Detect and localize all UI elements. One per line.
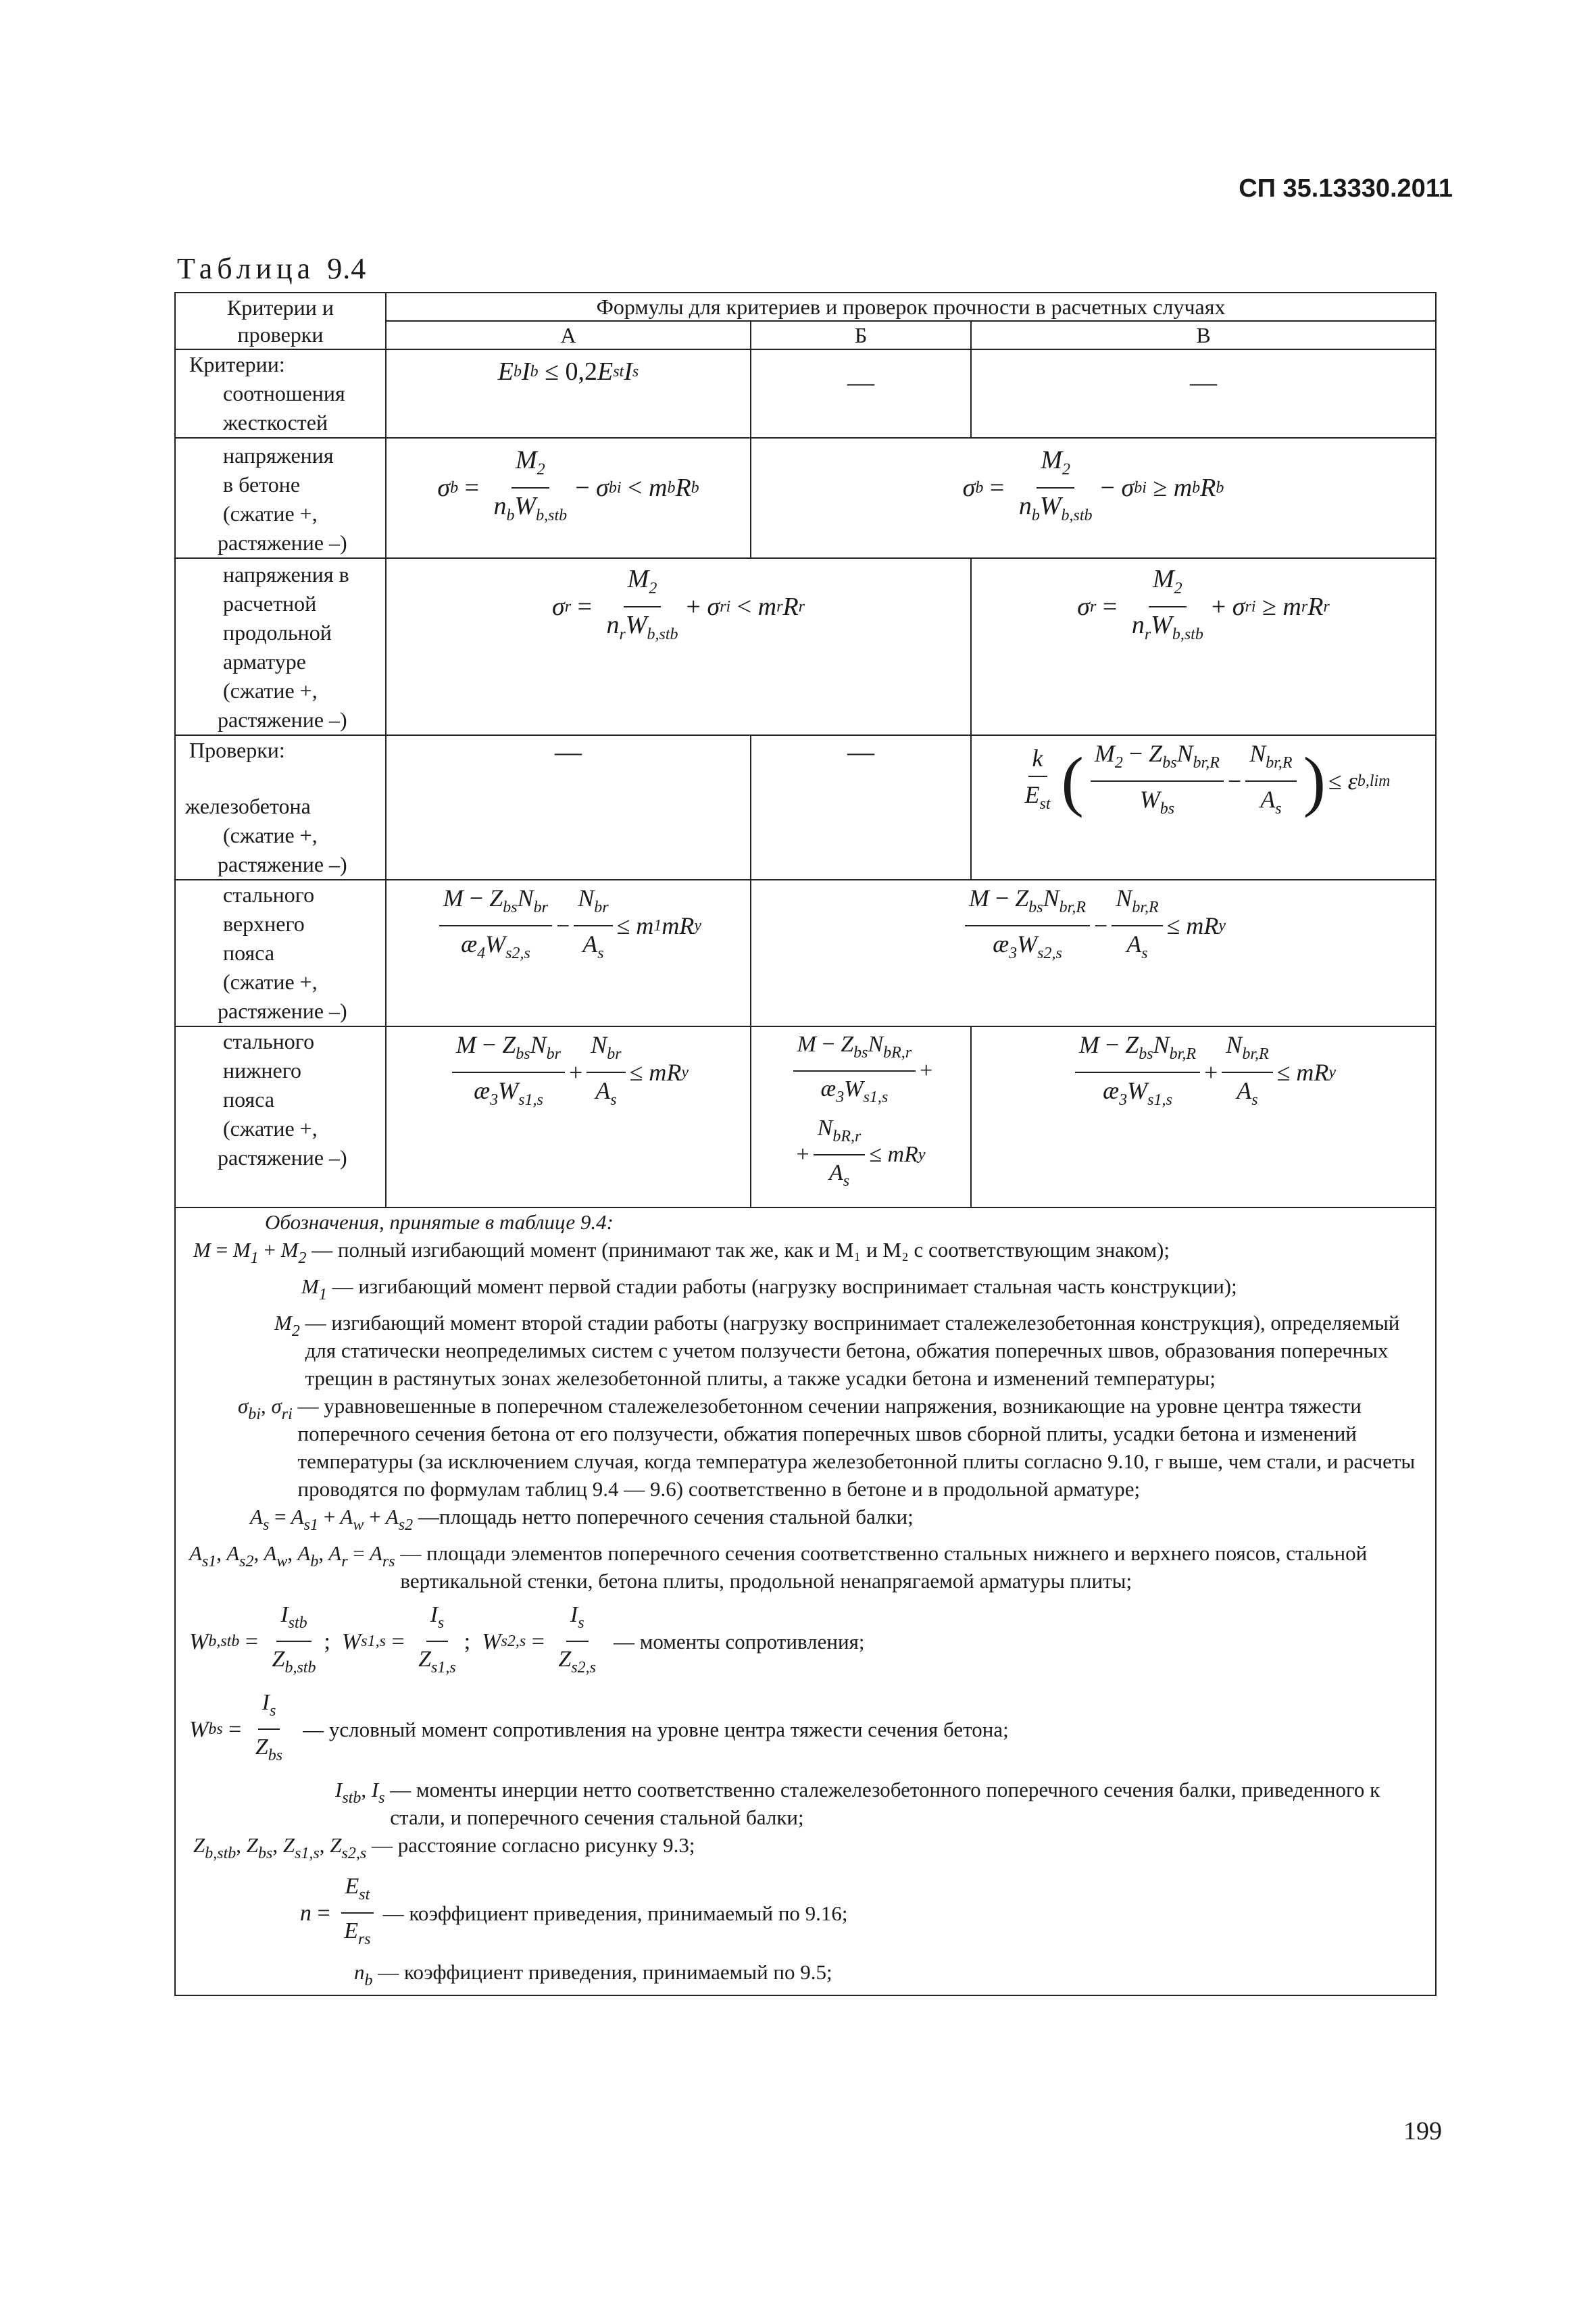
formula-rc-check-c: k $E_{st}$ ( $M_2 - Z_{bs}N_{br,R}$ $W_{bs}$ − $N_{br,R}$ $A_s$ ) ≤ ε b,lim	[971, 735, 1436, 880]
label-line: растяжение –)	[218, 1145, 347, 1170]
note-key: $A_{s1}$, $A_{s2}$, $A_w$, $A_b$, $A_r = A_{rs}$	[189, 1541, 395, 1570]
formula-rebar-stress-c: σ r = $M_2$ $n_rW_{b,stb}$ + σ ri ≥ m r R r	[971, 558, 1436, 735]
head-case-a: А	[386, 321, 751, 349]
label-line: жесткостей	[223, 410, 328, 434]
table-caption-word: Таблица	[177, 252, 316, 285]
moduli-formulas: W b,stb = $I_{stb}$ $Z_{b,stb}$ ; W s1,s = $\frac{I_s}{Z_{s1,s}}$ ; W s2,s = $\frac{I_s}{Z_{s2,s}}$	[189, 1600, 604, 1683]
note-key: $A_s = A_{s1} + A_w + A_{s2}$	[250, 1505, 414, 1534]
label-line: стального	[223, 1029, 315, 1053]
label-line: напряжения в	[223, 562, 349, 587]
row-lower-flange-label	[175, 1026, 386, 1208]
formula-upper-flange-bc: $M - Z_{bs}N_{br,R}$ $æ_3W_{s2,s}$ − $N_{br,R}$ $A_s$ ≤ mR y	[751, 880, 1436, 1026]
note-text: — моменты сопротивления;	[614, 1629, 865, 1653]
note-as	[176, 1503, 1435, 1539]
note-inertia	[176, 1776, 1435, 1831]
label-line: (сжатие +,	[223, 970, 318, 994]
note-wbs	[176, 1688, 1435, 1770]
cell-rc-check-a	[386, 735, 751, 880]
note-key: $Z_{b,stb}$, $Z_{bs}$, $Z_{s1,s}$, $Z_{s2,s}$	[193, 1833, 367, 1862]
note-text: —площадь нетто поперечного сечения стальной балки;	[418, 1505, 914, 1528]
note-key: $I_{stb}$, $I_s$	[335, 1778, 385, 1807]
label-line: стального	[223, 882, 315, 907]
cell-stiffness-c	[971, 349, 1436, 438]
note-text: — изгибающий момент первой стадии работы (нагрузку воспринимает стальная часть конструкции);	[332, 1274, 1237, 1298]
table-caption	[177, 251, 366, 286]
note-key: $\sigma_{bi}$, $\sigma_{ri}$	[238, 1394, 293, 1423]
note-m2	[176, 1309, 1435, 1392]
head-formulas: Формулы для критериев и проверок прочности в расчетных случаях	[386, 293, 1436, 321]
label-line: в бетоне	[223, 472, 301, 497]
note-text: — изгибающий момент второй стадии работы (нагрузку воспринимает сталежелезобетонная конструкция), определяемый для статически неопределимых систем с учетом ползучести бетона, обжатия поперечных швов, образования поперечных трещин в растянутых зонах железобетонной плиты, а также усадки бетона и изменений температуры;	[305, 1311, 1400, 1390]
dash: —	[1190, 367, 1218, 397]
label-line: Проверки:	[189, 738, 285, 762]
label-line: железобетона	[185, 794, 311, 818]
label-line: арматуре	[223, 649, 306, 674]
label-line: пояса	[223, 941, 275, 965]
row-concrete-stress-label	[175, 438, 386, 558]
note-text: — площади элементов поперечного сечения соответственно стальных нижнего и верхнего поясов, стальной вертикальной стенки, бетона плиты, продольной ненапрягаемой арматуры плиты;	[400, 1541, 1368, 1593]
cell-stiffness-b	[751, 349, 971, 438]
formula-lower-flange-a: $M - Z_{bs}N_{br}$ $æ_3W_{s1,s}$ + $N_{br}$ $A_s$ ≤ mR y	[386, 1026, 751, 1208]
formula-lower-flange-c: $M - Z_{bs}N_{br,R}$ $æ_3W_{s1,s}$ + $N_{br,R}$ $A_s$ ≤ mR y	[971, 1026, 1436, 1208]
head-case-c: В	[971, 321, 1436, 349]
wbs-formula: W bs = $I_s$ $Z_{bs}$	[189, 1688, 291, 1770]
label-line: растяжение –)	[218, 852, 347, 876]
label-line: (сжатие +,	[223, 501, 318, 526]
label-line: нижнего	[223, 1058, 302, 1082]
formula-lower-flange-b: $M - Z_{bs}N_{bR,r}$ $æ_3W_{s1,s}$ + + $N_{bR,r}$ $A_s$ ≤ mR y	[751, 1026, 971, 1208]
label-line: растяжение –)	[218, 530, 347, 555]
head-case-b: Б	[751, 321, 971, 349]
label-line: расчетной	[223, 591, 317, 616]
label-line: Критерии:	[189, 352, 285, 376]
table-caption-number: 9.4	[327, 252, 367, 285]
label-line: растяжение –)	[218, 999, 347, 1023]
note-text: — моменты инерции нетто соответственно сталежелезобетонного поперечного сечения балки, приведенного к стали, и поперечного сечения стальной балки;	[390, 1778, 1380, 1829]
note-key: $M = M_1 + M_2$	[193, 1238, 307, 1267]
note-text: — расстояние согласно рисунку 9.3;	[371, 1833, 695, 1857]
note-key: $M_1$	[301, 1274, 327, 1303]
dash: —	[847, 737, 874, 767]
label-line: соотношения	[223, 381, 345, 405]
note-key: $M_2$	[274, 1311, 300, 1340]
note-m	[176, 1236, 1435, 1272]
dash: —	[847, 367, 874, 397]
row-rebar-stress-label	[175, 558, 386, 735]
label-line: пояса	[223, 1087, 275, 1112]
formula-concrete-stress-a: σ b = $M_2$ $n_bW_{b,stb}$ − σ bi < m b R b	[386, 438, 751, 558]
page-number: 199	[1403, 2117, 1442, 2145]
note-text: — коэффициент приведения, принимаемый по 9.5;	[378, 1960, 832, 1984]
cell-rc-check-b	[751, 735, 971, 880]
dash: —	[555, 737, 582, 767]
label-line: верхнего	[223, 912, 305, 936]
formula-concrete-stress-bc: σ b = $M_2$ $n_bW_{b,stb}$ − σ bi ≥ m b R b	[751, 438, 1436, 558]
note-moduli	[176, 1600, 1435, 1683]
note-n	[176, 1872, 1435, 1954]
label-line: (сжатие +,	[223, 678, 318, 703]
head-criteria	[175, 293, 386, 349]
note-m1	[176, 1272, 1435, 1309]
note-text: — коэффициент приведения, принимаемый по 9.16;	[382, 1901, 848, 1925]
note-areas	[176, 1539, 1435, 1595]
row-rc-check-label	[175, 735, 386, 880]
label-line: напряжения	[223, 443, 334, 468]
note-sigma	[176, 1392, 1435, 1503]
label-line: (сжатие +,	[223, 823, 318, 847]
note-nb	[176, 1958, 1435, 1995]
note-text: — условный момент сопротивления на уровне центра тяжести сечения бетона;	[303, 1717, 1009, 1741]
label-line: растяжение –)	[218, 707, 347, 732]
notes-title: Обозначения, принятые в таблице 9.4:	[265, 1210, 614, 1234]
label-spacer	[176, 765, 385, 792]
note-distances	[176, 1831, 1435, 1868]
document-code: СП 35.13330.2011	[1239, 174, 1453, 203]
label-line: продольной	[223, 620, 332, 645]
head-criteria-line1: Критерии и	[226, 295, 334, 320]
note-key: $n_b$	[354, 1960, 373, 1989]
formula-upper-flange-a: $M - Z_{bs}N_{br}$ $æ_4W_{s2,s}$ − $N_{br}$ $A_s$ ≤ m 1 mR y	[386, 880, 751, 1026]
row-upper-flange-label	[175, 880, 386, 1026]
note-text: — полный изгибающий момент (принимают так же, как и M₁ и M₂ с соответствующим знаком);	[311, 1238, 1170, 1262]
formula-rebar-stress-ab: σ r = $M_2$ $n_rW_{b,stb}$ + σ ri < m r R r	[386, 558, 971, 735]
row-stiffness-label	[175, 349, 386, 438]
head-criteria-line2: проверки	[237, 322, 324, 347]
notations-cell	[175, 1208, 1436, 1995]
note-text: — уравновешенные в поперечном сталежелезобетонном сечении напряжения, возникающие на уровне центра тяжести поперечного сечения бетона от его ползучести, обжатия поперечных швов сборной плиты, усадки бетона и изменений температуры (за исключением случая, когда температура железобетонной плиты согласно 9.10, г выше, чем стали, и расчеты проводятся по формулам таблиц 9.4 — 9.6) соответственно в бетоне и в продольной арматуре;	[297, 1394, 1416, 1501]
label-line: (сжатие +,	[223, 1116, 318, 1141]
n-formula: n = $E_{st}$ $E_{rs}$	[300, 1872, 379, 1954]
table-9-4	[174, 292, 1437, 1996]
formula-stiffness-a: E b I b ≤ 0,2 E st I s	[386, 349, 751, 438]
